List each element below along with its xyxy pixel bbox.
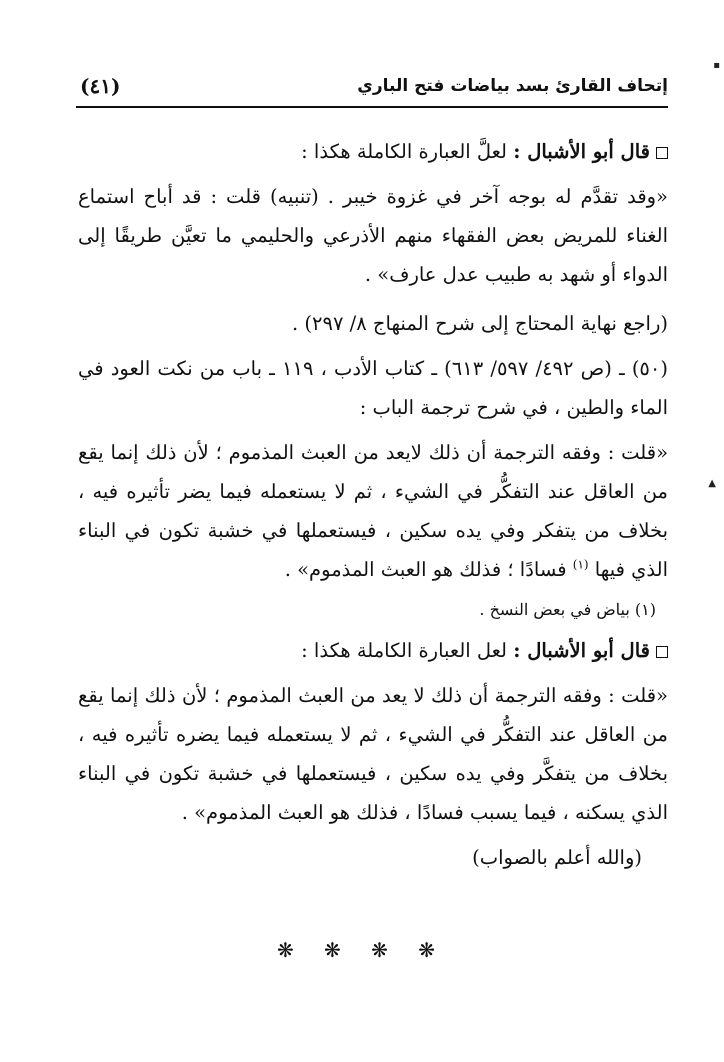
comment-heading-2: [78, 631, 668, 670]
scan-edge-mark: ▲: [708, 478, 716, 489]
hadith-reference: (٥٠) ـ (ص ٤٩٢/ ٥٩٧/ ٦١٣) ـ كتاب الأدب ، ١١٩ ـ باب من نكت العود في الماء والطين ، في شرح ترجمة الباب :: [78, 357, 668, 419]
square-bullet-icon: [656, 147, 668, 159]
quote-2-end: فسادًا ؛ فذلك هو العبث المذموم» .: [284, 558, 567, 581]
heading-text: لعلَّ العبارة الكاملة هكذا :: [301, 140, 507, 163]
section-separator: ❋ ❋ ❋ ❋: [276, 938, 448, 962]
page-number: (٤١): [80, 74, 121, 98]
quote-paragraph-1: «وقد تقدَّم له بوجه آخر في غزوة خيبر . (تنبيه) قلت : قد أباح استماع الغناء للمريض بعض الفقهاء منهم الأذرعي والحليمي ما تعيَّن طريقًا إلى الدواء أو شهد به طبيب عدل عارف» .: [78, 185, 668, 286]
footnote-marker: (١): [572, 557, 589, 572]
quote-paragraph-2: [78, 433, 668, 589]
closing-line: (والله أعلم بالصواب): [472, 846, 642, 869]
comment-heading-1: [78, 132, 668, 171]
quote-paragraph-3: «قلت : وفقه الترجمة أن ذلك لا يعد من العبث المذموم ؛ لأن ذلك إنما يقع من العاقل عند التفكُّر في الشيء ، ثم لا يستعمله فيما يضره تأثيره فيه ، بخلاف من يتفكَّر وفي يده سكين ، فيستعملها في خشبة تكون في البناء الذي يسكنه ، فيما يسبب فسادًا ، فذلك هو العبث المذموم» .: [78, 684, 668, 824]
reference-line: (راجع نهاية المحتاج إلى شرح المنهاج ٨/ ٢٩٧) .: [292, 312, 668, 335]
quote-2-text: «قلت : وفقه الترجمة أن ذلك لايعد من العبث المذموم ؛ لأن ذلك إنما يقع من العاقل عند التفكُّر في الشيء ، ثم لا يستعمله فيما يضر تأثيره فيه ، بخلاف من يتفكر وفي يده سكين ، فيستعملها في خشبة تكون في البناء الذي فيها: [78, 441, 668, 581]
speaker-label: قال أبو الأشبال :: [513, 140, 650, 163]
speaker-label: قال أبو الأشبال :: [513, 639, 650, 662]
page-body: [78, 132, 668, 877]
footnote: (١) بياض في بعض النسخ .: [479, 600, 656, 619]
square-bullet-icon: [656, 646, 668, 658]
heading-text: لعل العبارة الكاملة هكذا :: [301, 639, 507, 662]
book-title: إتحاف القارئ بسد بياضات فتح الباري: [357, 76, 668, 96]
running-header: [76, 72, 668, 108]
header-rule: [76, 106, 668, 108]
scan-edge-mark: ▪: [713, 60, 720, 71]
